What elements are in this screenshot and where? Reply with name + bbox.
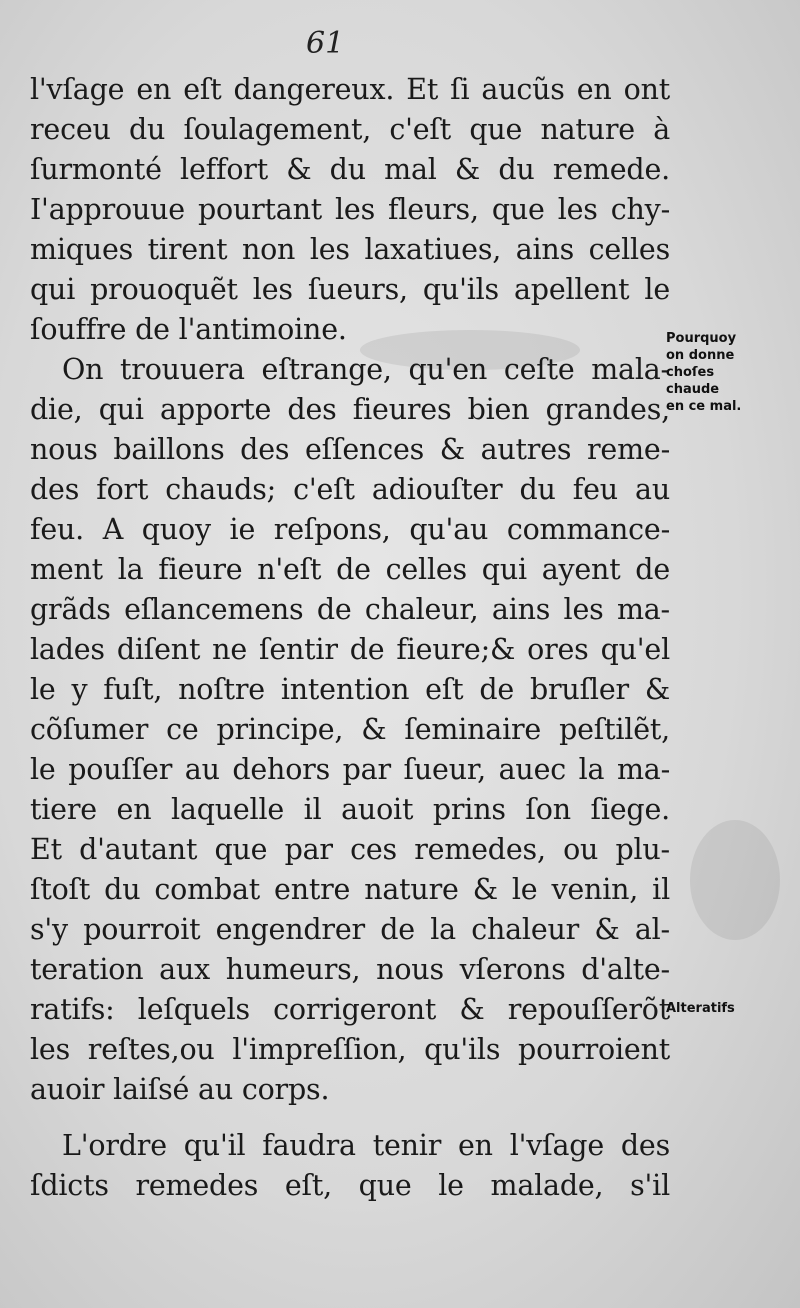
text-line: teration aux humeurs, nous vſerons d'alte- bbox=[30, 953, 670, 986]
text-line: I'approuue pourtant les fleurs, que les chy- bbox=[30, 193, 670, 226]
margin-note-alteratifs bbox=[666, 1000, 796, 1017]
text-line: cõſumer ce principe, & ſeminaire peſtilẽt, bbox=[30, 713, 670, 746]
margin-note-line: Pourquoy bbox=[666, 331, 737, 346]
page-number: 61 bbox=[306, 26, 345, 61]
text-line: ment la fieure n'eſt de celles qui ayent de bbox=[30, 553, 670, 586]
margin-note-line: choſes bbox=[666, 365, 715, 380]
text-line: qui prouoquẽt les ſueurs, qu'ils apellent le bbox=[30, 273, 670, 306]
text-line: feu. A quoy ie reſpons, qu'au commance- bbox=[30, 513, 670, 546]
text-line: ſurmonté leffort & du mal & du remede. bbox=[30, 153, 670, 186]
text-line: die, qui apporte des fieures bien grandes, bbox=[30, 393, 670, 426]
text-line: les reſtes,ou l'impreſſion, qu'ils pourroient bbox=[30, 1033, 670, 1066]
text-line: nous baillons des eſſences & autres reme- bbox=[30, 433, 670, 466]
text-line: le y fuſt, noſtre intention eſt de bruſler & bbox=[30, 673, 670, 706]
text-line: lades diſent ne ſentir de fieure;& ores qu'el bbox=[30, 633, 670, 666]
text-line: tiere en laquelle il auoit prins ſon ſiege. bbox=[30, 793, 670, 826]
text-line: ſtoſt du combat entre nature & le venin, il bbox=[30, 873, 670, 906]
margin-note-line: en ce mal. bbox=[666, 399, 742, 414]
body-text bbox=[30, 70, 670, 1206]
text-line: miques tirent non les laxatiues, ains celles bbox=[30, 233, 670, 266]
text-line: le pouſſer au dehors par ſueur, auec la ma- bbox=[30, 753, 670, 786]
text-line: receu du ſoulagement, c'eſt que nature à bbox=[30, 113, 670, 146]
margin-note-pourquoy bbox=[666, 330, 796, 415]
text-line: L'ordre qu'il faudra tenir en l'vſage des bbox=[62, 1129, 670, 1162]
text-line: auoir laiſsé au corps. bbox=[30, 1073, 330, 1106]
margin-note-line: Alteratifs bbox=[666, 1001, 735, 1016]
text-line: Et d'autant que par ces remedes, ou plu- bbox=[30, 833, 670, 866]
text-line: On trouuera eſtrange, qu'en ceſte mala- bbox=[62, 353, 670, 386]
text-line: l'vſage en eſt dangereux. Et ſi aucũs en ont bbox=[30, 73, 670, 106]
text-line: ratifs: leſquels corrigeront & repouſſerõt bbox=[30, 993, 670, 1026]
text-line: ſdicts remedes eſt, que le malade, s'il bbox=[30, 1169, 670, 1202]
margin-note-line: chaude bbox=[666, 382, 720, 397]
text-line: des fort chauds; c'eſt adiouſter du feu au bbox=[30, 473, 670, 506]
text-line: ſouffre de l'antimoine. bbox=[30, 313, 347, 346]
text-line: s'y pourroit engendrer de la chaleur & al- bbox=[30, 913, 670, 946]
text-line: grãds eſlancemens de chaleur, ains les ma- bbox=[30, 593, 670, 626]
margin-note-line: on donne bbox=[666, 348, 735, 363]
bleed-through-smudge bbox=[690, 820, 780, 940]
